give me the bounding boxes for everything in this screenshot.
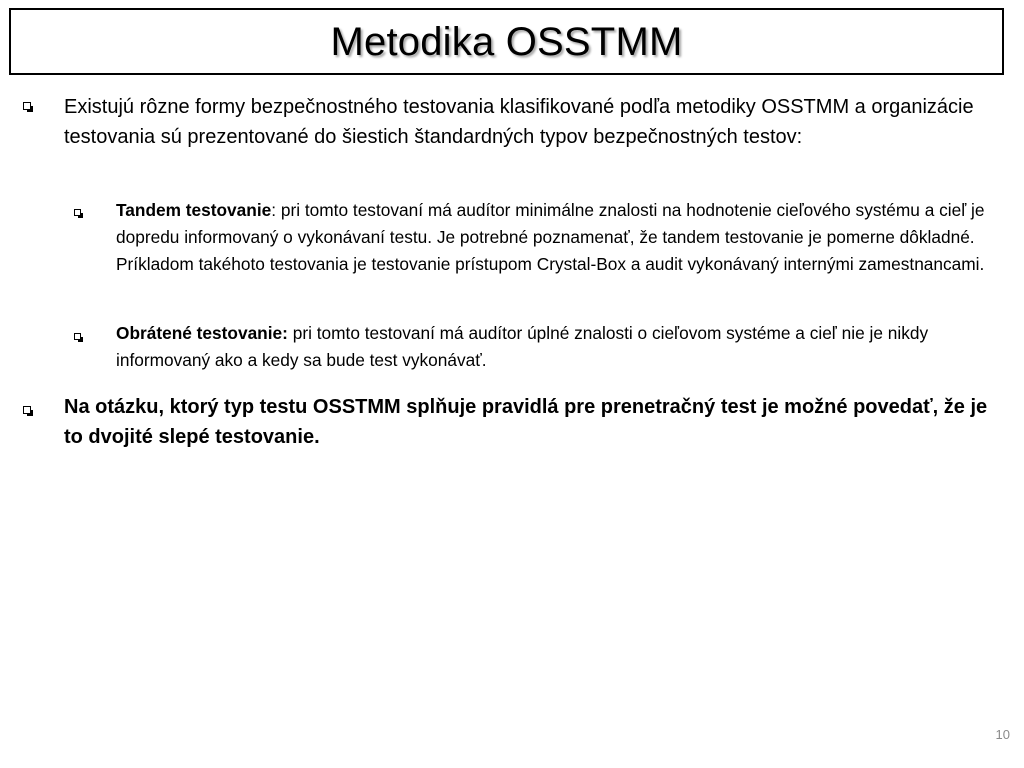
sub-bullet-tandem-text: : pri tomto testovaní má audítor minimálne znalosti na hodnotenie cieľového systému a cieľ je dopredu informovaný o vykonávaní testu. Je potrebné poznamenať, že tandem testovanie je pomerne dôkladné. Príkladom takéhoto testovania je testovanie prístupom Crystal-Box a audit vykonávaný internými zamestnancami. bbox=[116, 200, 985, 274]
sub-bullet-obratene bbox=[116, 320, 996, 374]
sub-bullet-tandem bbox=[116, 197, 1001, 278]
square-bullet-icon bbox=[74, 333, 81, 340]
slide-title: Metodika OSSTMM bbox=[330, 19, 683, 64]
page-number: 10 bbox=[995, 727, 1010, 742]
sub-bullet-obratene-text: pri tomto testovaní má audítor úplné znalosti o cieľovom systéme a cieľ nie je nikdy informovaný ako a kedy sa bude test vykonávať. bbox=[116, 323, 929, 370]
square-bullet-icon bbox=[23, 406, 31, 414]
sub-bullet-obratene-label: Obrátené testovanie: bbox=[116, 323, 288, 343]
square-bullet-icon bbox=[74, 209, 81, 216]
sub-bullet-tandem-label: Tandem testovanie bbox=[116, 200, 272, 220]
slide-title-box bbox=[9, 8, 1004, 75]
bullet-text-conclusion: Na otázku, ktorý typ testu OSSTMM splňuje pravidlá pre prenetračný test je možné povedať, že je to dvojité slepé testovanie. bbox=[64, 396, 988, 448]
square-bullet-icon bbox=[23, 102, 31, 110]
bullet-text-intro: Existujú rôzne formy bezpečnostného testovania klasifikované podľa metodiky OSSTMM a organizácie testovania sú prezentované do šiestich štandardných typov bezpečnostných testov: bbox=[64, 96, 974, 148]
